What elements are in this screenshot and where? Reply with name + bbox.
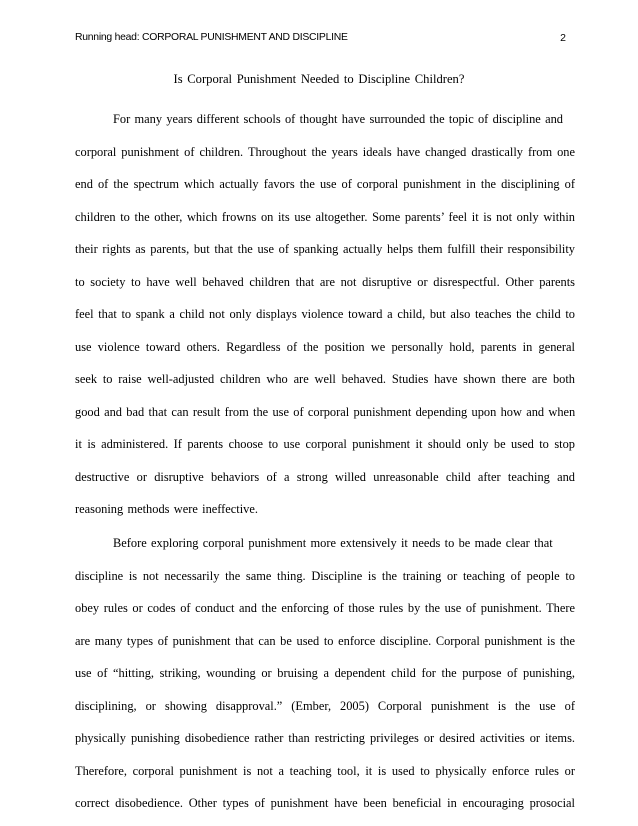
running-head: Running head: CORPORAL PUNISHMENT AND DISCIPLINE (75, 32, 348, 43)
paragraph-line: Therefore, corporal punishment is not a teaching tool, it is used to physically enforce rules or (75, 763, 575, 778)
paragraph-line: disciplining, or showing disapproval.” (Ember, 2005) Corporal punishment is the use of (75, 698, 575, 713)
paragraph-line: obey rules or codes of conduct and the enforcing of those rules by the use of punishment. There (75, 601, 575, 616)
paragraph-line: Before exploring corporal punishment more extensively it needs to be made clear that (113, 536, 553, 551)
paragraph-line: good and bad that can result from the use of corporal punishment depending upon how and when (75, 404, 576, 419)
paragraph-line: use of “hitting, striking, wounding or bruising a dependent child for the purpose of punishing, (75, 666, 575, 681)
paragraph-line: children to the other, which frowns on its use altogether. Some parents’ feel it is not only within (75, 209, 575, 224)
paragraph-line: it is administered. If parents choose to use corporal punishment it should only be used to stop (75, 437, 575, 451)
paragraph-line: For many years different schools of thought have surrounded the topic of discipline and (113, 112, 563, 126)
paragraph-line: corporal punishment of children. Throughout the years ideals have changed drastically from one (75, 144, 575, 159)
paragraph-line: physically punishing disobedience rather than restricting privileges or desired activities or items. (75, 731, 575, 746)
paragraph-line: seek to raise well-adjusted children who are well behaved. Studies have shown there are both (75, 372, 575, 386)
paragraph-line: end of the spectrum which actually favors the use of corporal punishment in the disciplining of (75, 177, 575, 191)
body-text (75, 103, 575, 820)
document-title: Is Corporal Punishment Needed to Discipline Children? (173, 72, 465, 86)
paragraph-line: reasoning methods were ineffective. (75, 502, 258, 516)
page-number: 2 (560, 32, 566, 44)
paragraph-1 (75, 103, 575, 526)
paragraph-2 (75, 527, 575, 820)
paragraph-line: use violence toward others. Regardless of the position we personally hold, parents in general (75, 339, 575, 354)
paragraph-line: are many types of punishment that can be used to enforce discipline. Corporal punishment is the (75, 633, 575, 648)
paragraph-line: correct disobedience. Other types of punishment have been beneficial in encouraging prosocial (75, 796, 575, 811)
paragraph-line: their rights as parents, but that the use of spanking actually helps them fulfill their responsibility (75, 242, 575, 256)
paragraph-line: destructive or disruptive behaviors of a strong willed unreasonable child after teaching and (75, 469, 575, 484)
paragraph-line: discipline is not necessarily the same thing. Discipline is the training or teaching of people to (75, 568, 575, 583)
paragraph-line: feel that to spank a child not only displays violence toward a child, but also teaches the child to (75, 307, 575, 321)
paragraph-line: to society to have well behaved children that are not disruptive or disrespectful. Other parents (75, 274, 575, 289)
